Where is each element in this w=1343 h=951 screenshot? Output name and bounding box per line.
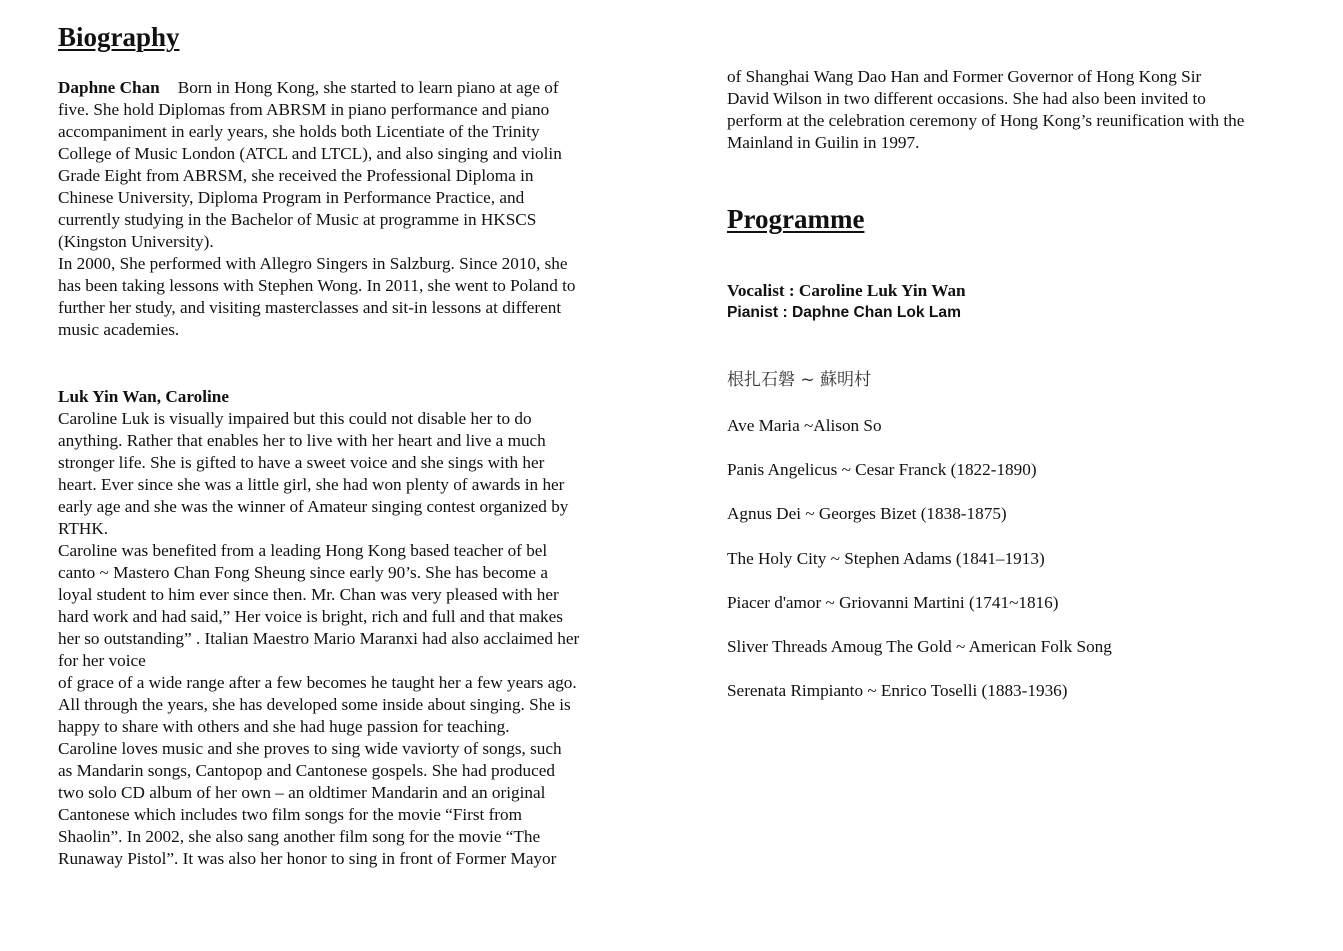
programme-item: Ave Maria ~Alison So: [727, 416, 882, 435]
daphne-line: five. She hold Diplomas from ABRSM in piano performance and piano: [58, 100, 550, 119]
daphne-bio: [58, 77, 640, 341]
caroline-line: David Wilson in two different occasions. She had also been invited to: [727, 89, 1206, 108]
programme-item: 根扎石磐 ~ 蘇明村: [727, 370, 872, 390]
caroline-line: Caroline loves music and she proves to sing wide vaviorty of songs, such: [58, 739, 562, 758]
caroline-line: as Mandarin songs, Cantopop and Cantonese gospels. She had produced: [58, 761, 555, 780]
daphne-line: music academies.: [58, 320, 180, 339]
caroline-line: canto ~ Mastero Chan Fong Sheung since early 90’s. She has become a: [58, 563, 548, 582]
caroline-line: Runaway Pistol”. It was also her honor to sing in front of Former Mayor: [58, 849, 557, 868]
daphne-line: currently studying in the Bachelor of Music at programme in HKSCS: [58, 210, 537, 229]
caroline-line: two solo CD album of her own – an oldtimer Mandarin and an original: [58, 783, 546, 802]
caroline-line: anything. Rather that enables her to live with her heart and live a much: [58, 431, 546, 450]
pianist-credit: Pianist : Daphne Chan Lok Lam: [727, 304, 961, 321]
caroline-line: early age and she was the winner of Amateur singing contest organized by: [58, 497, 569, 516]
daphne-line: accompaniment in early years, she holds both Licentiate of the Trinity: [58, 122, 540, 141]
daphne-line: (Kingston University).: [58, 232, 214, 251]
caroline-line: perform at the celebration ceremony of Hong Kong’s reunification with the: [727, 111, 1245, 130]
daphne-line: Daphne Chan Born in Hong Kong, she started to learn piano at age of: [58, 78, 559, 97]
daphne-name: Daphne Chan: [58, 78, 160, 97]
programme-list: [727, 369, 1112, 724]
caroline-line: of grace of a wide range after a few becomes he taught her a few years ago.: [58, 673, 577, 692]
caroline-line: Mainland in Guilin in 1997.: [727, 133, 920, 152]
programme-item: Piacer d'amor ~ Griovanni Martini (1741~1816): [727, 592, 1059, 612]
caroline-line: Caroline was benefited from a leading Hong Kong based teacher of bel: [58, 541, 548, 560]
programme-item: The Holy City ~ Stephen Adams (1841–1913): [727, 548, 1045, 568]
daphne-line: College of Music London (ATCL and LTCL), and also singing and violin: [58, 144, 562, 163]
programme-item: Sliver Threads Amoug The Gold ~ American Folk Song: [727, 636, 1112, 656]
caroline-name: Luk Yin Wan, Caroline: [58, 387, 229, 406]
daphne-line: Chinese University, Diploma Program in Performance Practice, and: [58, 188, 525, 207]
daphne-line: In 2000, She performed with Allegro Singers in Salzburg. Since 2010, she: [58, 254, 568, 273]
caroline-line: stronger life. She is gifted to have a sweet voice and she sings with her: [58, 453, 545, 472]
biography-heading: Biography: [58, 22, 180, 52]
caroline-bio: [58, 386, 640, 870]
programme-item: Panis Angelicus ~ Cesar Franck (1822-1890): [727, 460, 1037, 480]
caroline-line: RTHK.: [58, 519, 109, 538]
daphne-line: Grade Eight from ABRSM, she received the Professional Diploma in: [58, 166, 534, 185]
caroline-line: All through the years, she has developed some inside about singing. She is: [58, 695, 571, 714]
caroline-line: Shaolin”. In 2002, she also sang another film song for the movie “The: [58, 827, 541, 846]
caroline-bio-continued: [727, 66, 1309, 154]
programme-item: Serenata Rimpianto ~ Enrico Toselli (1883-1936): [727, 681, 1068, 701]
caroline-line: heart. Ever since she was a little girl, she had won plenty of awards in her: [58, 475, 565, 494]
caroline-line: Caroline Luk is visually impaired but this could not disable her to do: [58, 409, 532, 428]
caroline-line: loyal student to him ever since then. Mr. Chan was very pleased with her: [58, 585, 559, 604]
caroline-line: her so outstanding” . Italian Maestro Mario Maranxi had also acclaimed her: [58, 629, 580, 648]
programme-heading: Programme: [727, 204, 865, 234]
programme-item: Agnus Dei ~ Georges Bizet (1838-1875): [727, 504, 1007, 524]
daphne-line: has been taking lessons with Stephen Wong. In 2011, she went to Poland to: [58, 276, 576, 295]
daphne-line: further her study, and visiting masterclasses and sit-in lessons at different: [58, 298, 562, 317]
caroline-line: happy to share with others and she had huge passion for teaching.: [58, 717, 510, 736]
caroline-line: hard work and had said,” Her voice is bright, rich and full and that makes: [58, 607, 563, 626]
performer-credits: [727, 280, 966, 324]
caroline-line: Cantonese which includes two film songs for the movie “First from: [58, 805, 522, 824]
caroline-line: for her voice: [58, 651, 146, 670]
caroline-line: of Shanghai Wang Dao Han and Former Governor of Hong Kong Sir: [727, 67, 1202, 86]
vocalist-credit: Vocalist : Caroline Luk Yin Wan: [727, 281, 966, 300]
